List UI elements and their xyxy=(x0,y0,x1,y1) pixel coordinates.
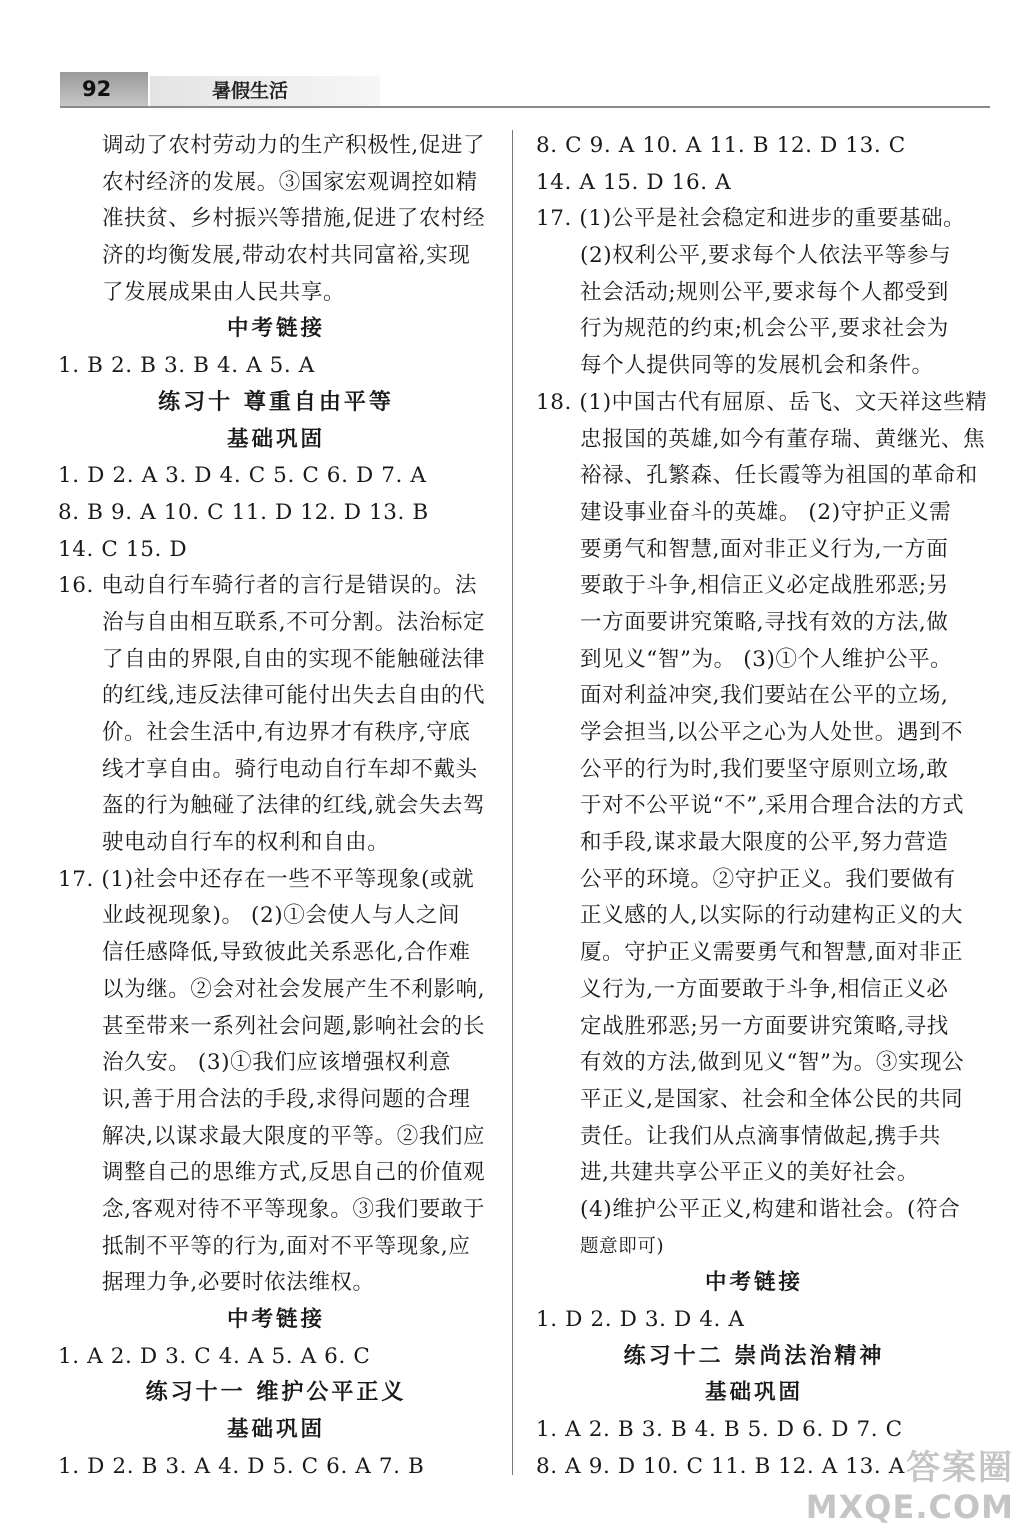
text-line: 准扶贫、乡村振兴等措施,促进了农村经 xyxy=(102,206,486,232)
text-line: 一方面要讲究策略,寻找有效的方法,做 xyxy=(580,609,949,635)
section-title: 练习十一 维护公平正义 xyxy=(145,1380,407,1406)
text-line: 学会担当,以公平之心为人处世。遇到不 xyxy=(580,720,964,745)
text-line: 8. A 9. D 10. C 11. B 12. A 13. A xyxy=(536,1453,905,1479)
running-title: 暑假生活 xyxy=(150,76,380,106)
text-line: 驶电动自行车的权利和自由。 xyxy=(102,830,390,856)
text-line: 公平的行为时,我们要坚守原则立场,敢 xyxy=(580,756,949,782)
text-line: 责任。让我们从点滴事情做起,携手共 xyxy=(580,1123,942,1149)
text-line: 1. D 2. A 3. D 4. C 5. C 6. D 7. A xyxy=(58,463,427,489)
section-subtitle: 基础巩固 xyxy=(226,1417,325,1443)
text-line: 解决,以谋求最大限度的平等。②我们应 xyxy=(102,1123,486,1149)
text-line: 抵制不平等的行为,面对不平等现象,应 xyxy=(102,1233,471,1259)
text-line: 定战胜邪恶;另一方面要讲究策略,寻找 xyxy=(580,1013,949,1039)
text-line: 忠报国的英雄,如今有董存瑞、黄继光、焦 xyxy=(580,426,986,452)
page-header xyxy=(0,0,1030,110)
text-line: 到见义“智”为。 (3)①个人维护公平。 xyxy=(580,646,953,672)
text-line: 据理力争,必要时依法维权。 xyxy=(102,1270,375,1296)
text-line: 治与自由相互联系,不可分割。法治标定 xyxy=(102,609,486,635)
text-line: 1. A 2. B 3. B 4. B 5. D 6. D 7. C xyxy=(536,1417,903,1443)
watermark-url: MXQE.COM xyxy=(805,1488,1014,1526)
text-line: 正义感的人,以实际的行动建构正义的大 xyxy=(580,903,964,929)
text-line: 甚至带来一系列社会问题,影响社会的长 xyxy=(102,1013,486,1039)
text-line: 的红线,违反法律可能付出失去自由的代 xyxy=(102,683,486,709)
text-line: 8. B 9. A 10. C 11. D 12. D 13. B xyxy=(58,499,429,525)
text-line: 业歧视现象)。 (2)①会使人与人之间 xyxy=(102,903,461,929)
section-subtitle: 基础巩固 xyxy=(704,1380,803,1406)
text-line: 面对利益冲突,我们要站在公平的立场, xyxy=(580,683,949,709)
text-line: 和手段,谋求最大限度的公平,努力营造 xyxy=(580,830,949,856)
text-line: 16. 电动自行车骑行者的言行是错误的。法 xyxy=(58,573,478,599)
text-line: 要敢于斗争,相信正义必定战胜邪恶;另 xyxy=(580,573,949,599)
text-line: 信任感降低,导致彼此关系恶化,合作难 xyxy=(102,940,471,966)
text-line: 裕禄、孔繁森、任长霞等为祖国的革命和 xyxy=(580,463,978,489)
section-subtitle: 中考链接 xyxy=(704,1270,803,1296)
section-subtitle: 中考链接 xyxy=(226,1307,325,1332)
text-line: (2)权利公平,要求每个人依法平等参与 xyxy=(580,243,952,269)
watermark xyxy=(805,1440,1022,1530)
text-line: 了自由的界限,自由的实现不能触碰法律 xyxy=(102,646,486,672)
column-divider xyxy=(512,130,513,1475)
text-line: 题意即可) xyxy=(580,1235,665,1257)
text-line: 调整自己的思维方式,反思自己的价值观 xyxy=(102,1160,486,1186)
text-line: 义行为,一方面要敢于斗争,相信正义必 xyxy=(580,976,949,1002)
page-number: 92 xyxy=(60,72,148,106)
text-line: (4)维护公平正义,构建和谐社会。(符合 xyxy=(580,1196,961,1222)
text-line: 1. B 2. B 3. B 4. A 5. A xyxy=(58,353,315,379)
text-line: 于对不公平说“不”,采用合理合法的方式 xyxy=(580,793,965,819)
text-line: 公平的环境。②守护正义。我们要做有 xyxy=(580,866,956,892)
header-rule xyxy=(60,106,990,108)
right-column xyxy=(536,128,988,1485)
text-line: 厦。守护正义需要勇气和智慧,面对非正 xyxy=(580,940,964,966)
text-line: 价。社会生活中,有边界才有秩序,守底 xyxy=(102,720,471,745)
text-line: 治久安。 (3)①我们应该增强权利意 xyxy=(102,1050,452,1076)
text-line: 每个人提供同等的发展机会和条件。 xyxy=(580,353,934,379)
text-line: 8. C 9. A 10. A 11. B 12. D 13. C xyxy=(536,133,906,158)
text-line: 要勇气和智慧,面对非正义行为,一方面 xyxy=(580,536,949,562)
text-line: 调动了农村劳动力的生产积极性,促进了 xyxy=(102,133,486,158)
section-subtitle: 基础巩固 xyxy=(226,426,325,452)
section-subtitle: 中考链接 xyxy=(226,316,325,342)
section-title: 练习十 尊重自由平等 xyxy=(158,389,394,415)
text-line: 盔的行为触碰了法律的红线,就会失去驾 xyxy=(102,793,486,819)
text-line: 以为继。②会对社会发展产生不利影响, xyxy=(102,976,486,1002)
text-line: 进,共建共享公平正义的美好社会。 xyxy=(580,1160,919,1186)
text-line: 1. D 2. D 3. D 4. A xyxy=(536,1307,745,1332)
text-line: 念,客观对待不平等现象。③我们要敢于 xyxy=(102,1196,486,1222)
text-line: 1. D 2. B 3. A 4. D 5. C 6. A 7. B xyxy=(58,1453,425,1479)
text-line: 14. C 15. D xyxy=(58,536,188,562)
text-line: 14. A 15. D 16. A xyxy=(536,169,732,195)
text-line: 17. (1)公平是社会稳定和进步的重要基础。 xyxy=(536,206,966,232)
text-line: 了发展成果由人民共享。 xyxy=(102,279,346,305)
section-title: 练习十二 崇尚法治精神 xyxy=(623,1343,885,1369)
text-line: 行为规范的约束;机会公平,要求社会为 xyxy=(580,316,949,342)
text-line: 建设事业奋斗的英雄。 (2)守护正义需 xyxy=(580,499,952,525)
text-line: 线才享自由。骑行电动自行车却不戴头 xyxy=(102,756,478,782)
text-line: 1. A 2. D 3. C 4. A 5. A 6. C xyxy=(58,1343,371,1369)
text-line: 识,善于用合法的手段,求得问题的合理 xyxy=(102,1086,471,1112)
text-line: 农村经济的发展。③国家宏观调控如精 xyxy=(102,169,478,195)
text-line: 18. (1)中国古代有屈原、岳飞、文天祥这些精 xyxy=(536,389,988,415)
left-column xyxy=(58,128,494,1485)
text-line: 平正义,是国家、社会和全体公民的共同 xyxy=(580,1086,964,1112)
text-line: 17. (1)社会中还存在一些不平等现象(或就 xyxy=(58,866,475,892)
text-line: 有效的方法,做到见义“智”为。③实现公 xyxy=(580,1050,965,1076)
watermark-logo-text: 答案圈 xyxy=(906,1448,1014,1488)
text-line: 济的均衡发展,带动农村共同富裕,实现 xyxy=(102,243,471,269)
text-line: 社会活动;规则公平,要求每个人都受到 xyxy=(580,279,949,305)
